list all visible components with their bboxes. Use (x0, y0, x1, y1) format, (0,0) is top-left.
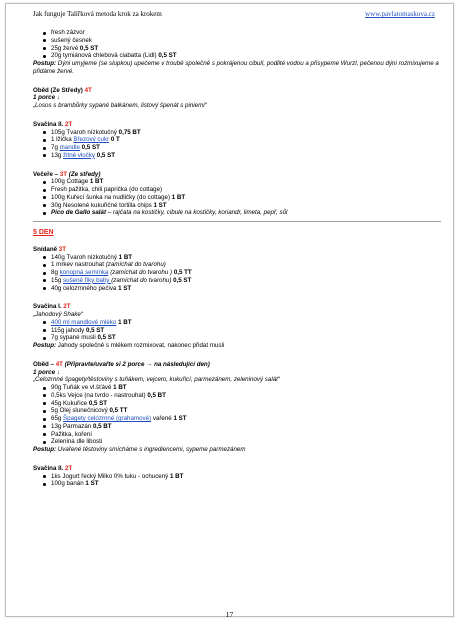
list-item: 65g Špagety celozrnné (grahamové) vařené 1 ST (51, 415, 441, 423)
list-item: 45g Kukuřice 0,5 ST (51, 400, 441, 408)
obed-heading: Oběd – 4T (Připravte/uvařte si 2 porce → na následující den) (33, 360, 210, 368)
list-item: Pico de Gallo salát – rajčata na kostičky, cibule na kostičky, koriandr, limeta, pepř, sůl (51, 209, 441, 217)
list-item: 8g konopná semínka (zamíchat do tvarohu ) 0,5 TT (51, 269, 441, 277)
list-item: sušený česnek (51, 37, 441, 45)
list-item: 5g Olej slunečnicový 0,5 TT (51, 407, 441, 415)
list-item: 1 lžička Březový cukr 0 T (51, 136, 441, 144)
snidane-heading: Snídaně 3T (33, 245, 67, 253)
header-website-link[interactable]: www.pavlatomaskova.cz (365, 10, 435, 18)
list-item: 1 mrkev nastrouhat (zamíchat do tvarohu) (51, 261, 441, 269)
list-item: 15g sušené fíky baby (zamíchat do tvarohu) 0,5 ST (51, 277, 441, 285)
ingredient-link[interactable]: Špagety celozrnné (grahamové) (63, 415, 152, 422)
list-item: 115g jahody 0,5 ST (51, 327, 441, 335)
porce-label: 1 porce ↓ (33, 368, 60, 376)
vecere-heading: Večeře – 3T (Ze středy) (33, 170, 101, 178)
list-item: 90g Tuňák ve vl.šťávě 1 BT (51, 384, 441, 392)
ingredient-list-top (33, 29, 441, 60)
snidane-ingredient-list (33, 254, 441, 293)
list-item: 105g Tvaroh nízkotučný 0,75 BT (51, 129, 441, 137)
postup-text: Postup: Dýni umyjeme (se slupkou) upečeme v troubě společně s pokrájenou cibulí, podlité vodou a přisypeme Wurzl, pečenou dýni rozmixujeme a přidáme žervé. (33, 60, 439, 75)
list-item: 100g Cottage 1 BT (51, 178, 441, 186)
list-item: 100g Kuřecí šunka na nudličky (do cottage) 1 BT (51, 194, 441, 202)
list-item: 1ks Jogurt řecký Milko 0% tuku - ochucený 1 BT (51, 473, 441, 481)
list-item: 7g sypané musli 0,5 ST (51, 334, 441, 342)
ingredient-link[interactable]: žitné vločky (63, 151, 96, 159)
list-item: 40g celozrnného pečiva 1 ST (51, 285, 441, 293)
ingredient-link[interactable]: 400 ml mandlové mléko (51, 318, 117, 326)
postup-text: Postup: Jahody společně s mlékem rozmixovat, nakonec přidat musli (33, 342, 225, 349)
svacina-ingredient-list (33, 319, 441, 342)
svacina-heading: Svačina II. 2T (33, 120, 73, 128)
list-item: 140g Tvaroh nízkotučný 1 BT (51, 254, 441, 262)
section-divider (33, 221, 441, 222)
list-item: 7g mandle 0,5 ST (51, 144, 441, 152)
svacina-heading: Svačina I. 2T (33, 303, 71, 311)
page-content (33, 29, 441, 488)
recipe-title: „Celozrnné špagety/těstoviny s tuňákem, vejcem, kukuřicí, parmezánem, zeleninový salát“ (33, 376, 280, 384)
document-page (5, 3, 454, 617)
header-title: Jak funguje Talířková metoda krok za krokem (33, 10, 162, 18)
list-item: 20g tymiánová chlebová ciabatta (Lidl) 0,5 ST (51, 52, 441, 60)
svacina-ingredient-list (33, 473, 441, 489)
page-header (33, 10, 435, 18)
list-item: fresh zázvor (51, 29, 441, 37)
obed-heading: Oběd (Ze Středy) 4T (33, 86, 92, 94)
recipe-title: „Jahodový Shake“ (33, 311, 83, 318)
vecere-ingredient-list (33, 178, 441, 217)
list-item: 100g banán 1 ST (51, 480, 441, 488)
svacina-ingredient-list (33, 129, 441, 160)
obed-ingredient-list (33, 384, 441, 446)
page-number: 17 (225, 610, 234, 619)
list-item: 13g žitné vločky 0,5 ST (51, 152, 441, 160)
ingredient-link[interactable]: Březový cukr (73, 136, 110, 144)
list-item: 13g Parmazán 0,5 BT (51, 423, 441, 431)
list-item: 25g žervé 0,5 ST (51, 45, 441, 53)
list-item: 30g Nesolené kukuřičné tortilla chips 1 ST (51, 202, 441, 210)
ingredient-link[interactable]: mandle (59, 144, 80, 151)
list-item: 0,5ks Vejce (na tvrdo - nastrouhat) 0,5 BT (51, 392, 441, 400)
list-item: 400 ml mandlové mléko 1 BT (51, 319, 441, 327)
day-heading: 5 DEN (33, 229, 54, 236)
list-item: Pažitka, koření (51, 431, 441, 439)
recipe-title: „Losos s brambůrky sypané balkánem, listový špenát s piniemi“ (33, 102, 207, 109)
list-item: Zelenina dle libosti (51, 438, 441, 446)
ingredient-link[interactable]: konopná semínka (59, 269, 109, 276)
porce-label: 1 porce ↓ (33, 94, 60, 102)
ingredient-link[interactable]: sušené fíky baby (63, 276, 112, 284)
list-item: Fresh pažitka, chili paprička (do cottage) (51, 186, 441, 194)
svacina-heading: Svačina II. 2T (33, 464, 73, 472)
postup-text: Postup: Uvařené těstoviny smícháme s ingrediencemi, sypeme parmezánem (33, 446, 246, 453)
